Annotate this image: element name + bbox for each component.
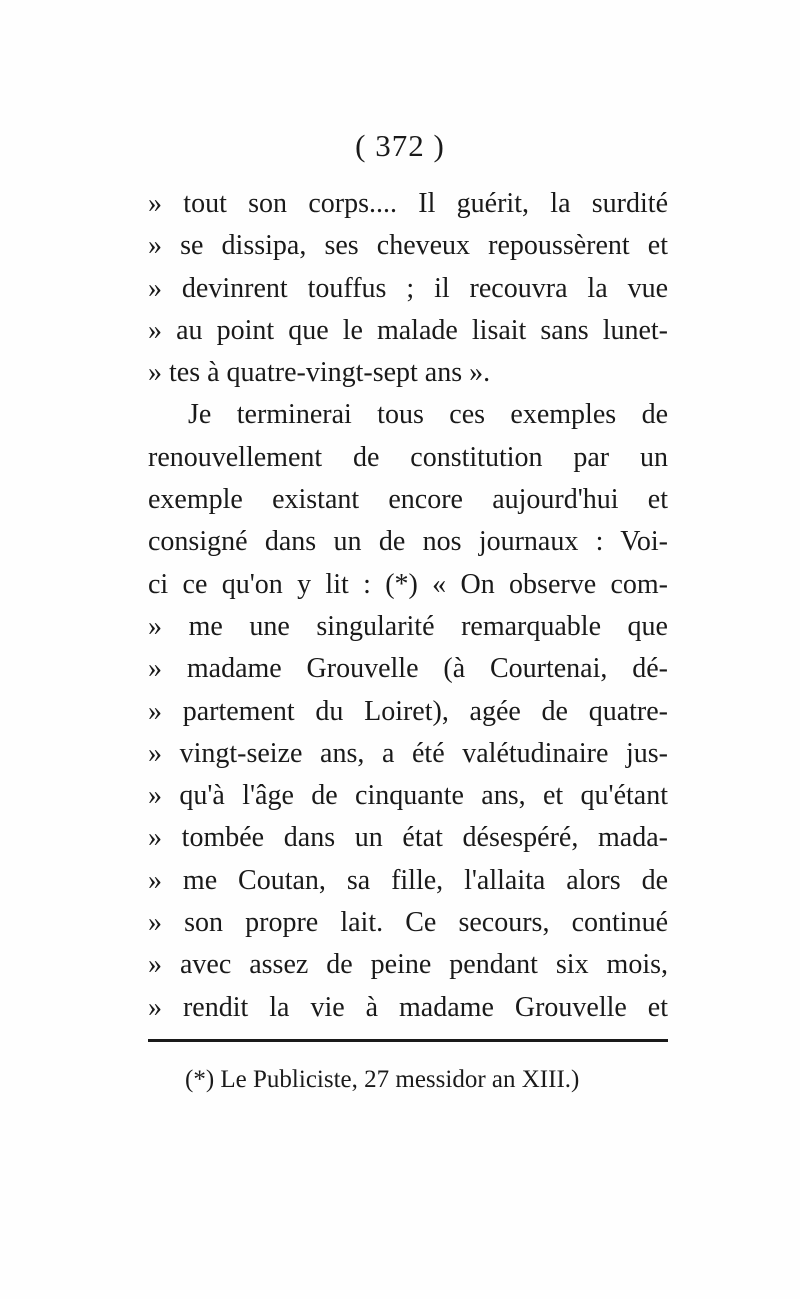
text-line: » rendit la vie à madame Grouvelle et <box>148 991 668 1023</box>
text-line: » tout son corps.... Il guérit, la surdité <box>148 188 668 219</box>
text-line: » madame Grouvelle (à Courtenai, dé- <box>148 653 668 685</box>
text-line: » au point que le malade lisait sans lunet- <box>148 314 668 346</box>
text-line: » vingt-seize ans, a été valétudinaire jus- <box>148 737 668 769</box>
text-line: » me Coutan, sa fille, l'allaita alors de <box>148 864 668 896</box>
text-line: » son propre lait. Ce secours, continué <box>148 907 668 939</box>
text-line: » se dissipa, ses cheveux repoussèrent et <box>148 230 668 262</box>
footnote-divider <box>148 1039 668 1042</box>
footnote: (*) Le Publiciste, 27 messidor an XIII.) <box>185 1066 580 1093</box>
text-line: ci ce qu'on y lit : (*) « On observe com- <box>148 568 668 600</box>
text-line: » avec assez de peine pendant six mois, <box>148 949 668 981</box>
paragraph-first-line: Je terminerai tous ces exemples de <box>188 399 668 431</box>
text-line: » me une singularité remarquable que <box>148 610 668 642</box>
text-line: renouvellement de constitution par un <box>148 441 668 473</box>
page-number: ( 372 ) <box>355 128 445 163</box>
text-line: » qu'à l'âge de cinquante ans, et qu'étant <box>148 780 668 812</box>
text-line: » tes à quatre-vingt-sept ans ». <box>148 357 491 389</box>
text-line: consigné dans un de nos journaux : Voi- <box>148 526 668 558</box>
text-line: » partement du Loiret), agée de quatre- <box>148 695 668 727</box>
text-line: exemple existant encore aujourd'hui et <box>148 484 668 516</box>
text-line: » tombée dans un état désespéré, mada- <box>148 822 668 854</box>
body-text <box>148 183 668 1029</box>
text-line: » devinrent touffus ; il recouvra la vue <box>148 272 668 304</box>
